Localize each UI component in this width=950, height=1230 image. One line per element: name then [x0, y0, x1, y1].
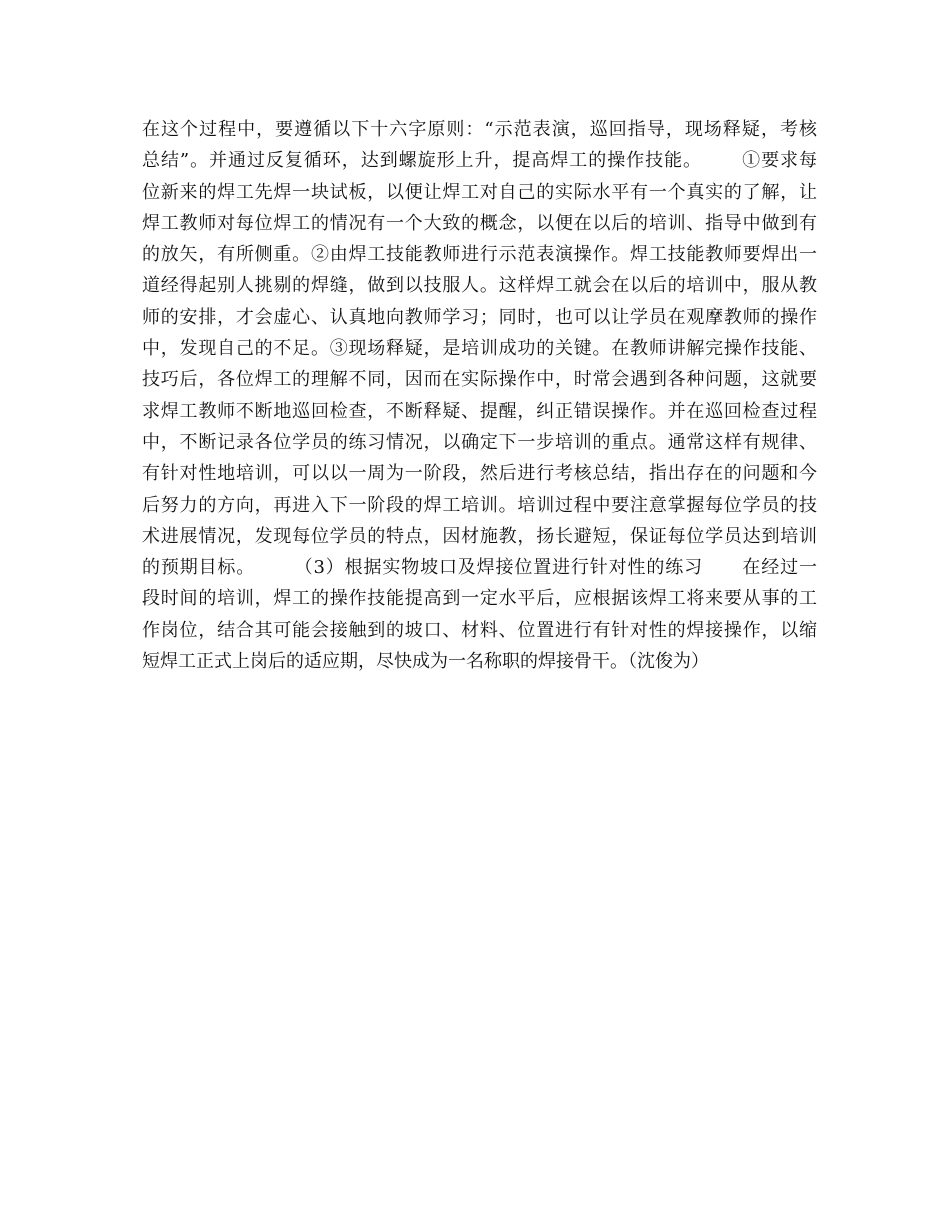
text-line: 段时间的培训，焊工的操作技能提高到一定水平后，应根据该焊工将来要从事的工 — [142, 588, 817, 610]
text-line: 中，不断记录各位学员的练习情况，以确定下一步培训的重点。通常这样有规律、 — [142, 431, 817, 453]
text-line: 中，发现自己的不足。③现场释疑，是培训成功的关键。在教师讲解完操作技能、 — [142, 338, 817, 360]
text-line: 后努力的方向，再进入下一阶段的焊工培训。培训过程中要注意掌握每位学员的技 — [142, 494, 817, 516]
text-line: 师的安排，才会虚心、认真地向教师学习；同时，也可以让学员在观摩教师的操作 — [142, 306, 817, 328]
text-line: 的预期目标。 （3）根据实物坡口及焊接位置进行针对性的练习 在经过一 — [142, 557, 817, 579]
text-line: 总结”。并通过反复循环，达到螺旋形上升，提高焊工的操作技能。 ①要求每 — [142, 150, 817, 172]
text-line: 位新来的焊工先焊一块试板，以便让焊工对自己的实际水平有一个真实的了解，让 — [142, 181, 817, 203]
text-line: 有针对性地培训，可以以一周为一阶段，然后进行考核总结，指出存在的问题和今 — [142, 463, 817, 485]
text-line: 的放矢，有所侧重。②由焊工技能教师进行示范表演操作。焊工技能教师要焊出一 — [142, 244, 817, 266]
text-line: 求焊工教师不断地巡回检查，不断释疑、提醒，纠正错误操作。并在巡回检查过程 — [142, 400, 817, 422]
text-line: 技巧后，各位焊工的理解不同，因而在实际操作中，时常会遇到各种问题，这就要 — [142, 369, 817, 391]
text-line: 道经得起别人挑剔的焊缝，做到以技服人。这样焊工就会在以后的培训中，服从教 — [142, 275, 817, 297]
text-line: 短焊工正式上岗后的适应期，尽快成为一名称职的焊接骨干。（沈俊为） — [142, 651, 709, 673]
text-line: 术进展情况，发现每位学员的特点，因材施教，扬长避短，保证每位学员达到培训 — [142, 525, 817, 547]
body-paragraph — [142, 114, 817, 677]
text-line: 在这个过程中，要遵循以下十六字原则：“示范表演，巡回指导，现场释疑，考核 — [142, 119, 817, 140]
text-line: 焊工教师对每位焊工的情况有一个大致的概念，以便在以后的培训、指导中做到有 — [142, 212, 817, 234]
text-line: 作岗位，结合其可能会接触到的坡口、材料、位置进行有针对性的焊接操作，以缩 — [142, 619, 817, 641]
